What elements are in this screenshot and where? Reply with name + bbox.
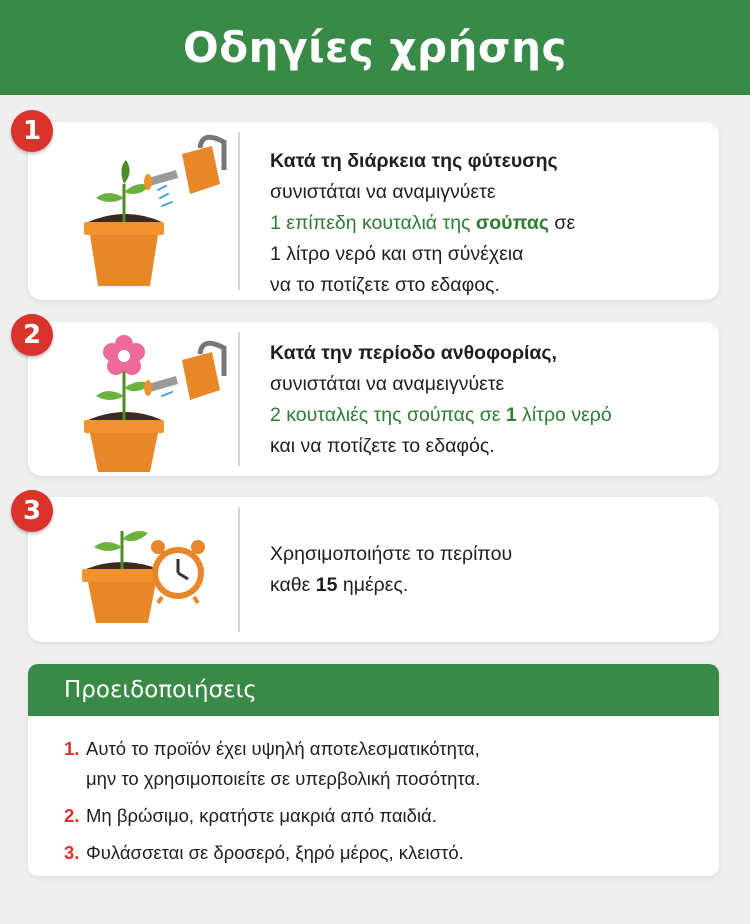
warnings-list	[28, 716, 719, 868]
step-card-2	[28, 322, 719, 476]
step-2-line-3-bold: 1	[505, 404, 517, 426]
step-1-line-4: 1 λίτρο νερό και στη σύνέχεια	[270, 243, 524, 265]
step-card-3	[28, 497, 719, 642]
warning-item	[64, 838, 719, 868]
warning-text: Φυλάσσεται σε δροσερό, ξηρό μέρος, κλειστό.	[86, 842, 464, 863]
warnings-panel	[28, 664, 719, 876]
warning-item	[64, 734, 719, 794]
step-badge-2: 2	[11, 314, 53, 356]
step-1-line-2: συνιστάται να αναμιγνύετε	[270, 181, 496, 203]
watering-can-icon	[142, 130, 228, 210]
warning-text	[86, 734, 480, 794]
warning-text-line: Αυτό το προϊόν έχει υψηλή αποτελεσματικότητα,	[86, 738, 480, 759]
step-badge-1: 1	[11, 110, 53, 152]
header-bar	[0, 0, 750, 95]
warning-item	[64, 801, 719, 831]
step-1-text	[270, 146, 575, 301]
step-2-line-3-rest: λίτρο νερό	[516, 404, 612, 426]
warnings-title: Προειδοποιήσεις	[64, 677, 257, 703]
card-divider	[238, 132, 240, 290]
step-1-line-3-rest: σε	[549, 212, 576, 234]
warning-number: 3.	[64, 842, 80, 863]
watering-can-icon	[142, 336, 228, 416]
step-2-line-4: και να ποτίζετε το εδαφός.	[270, 435, 495, 457]
step-2-line-3-green: 2 κουταλιές της σούπας σε	[270, 404, 506, 426]
step-2-line-1: Κατά την περίοδο ανθοφορίας,	[270, 342, 557, 364]
alarm-clock-icon	[148, 537, 208, 605]
warning-number: 1.	[64, 738, 80, 759]
step-3-text	[270, 539, 512, 601]
step-3-line-2-a: καθε	[270, 574, 316, 596]
step-2-text	[270, 338, 612, 462]
step-1-line-5: να το ποτίζετε στο εδαφος.	[270, 274, 500, 296]
step-badge-3: 3	[11, 490, 53, 532]
step-card-1	[28, 122, 719, 300]
step-2-line-2: συνιστάται να αναμειγνύετε	[270, 373, 505, 395]
card-divider	[238, 507, 240, 632]
warning-text-line: μην το χρησιμοποιείτε σε υπερβολική ποσότητα.	[86, 768, 481, 789]
step-1-line-3-green: 1 επίπεδη κουταλιά της	[270, 212, 476, 234]
warnings-header	[28, 664, 719, 716]
step-3-line-2-c: ημέρες.	[337, 574, 409, 596]
warning-text: Μη βρώσιμο, κρατήστε μακριά από παιδιά.	[86, 805, 437, 826]
page-title: Οδηγίες χρήσης	[183, 23, 567, 72]
step-1-line-1: Κατά τη διάρκεια της φύτευσης	[270, 150, 558, 172]
warning-number: 2.	[64, 805, 80, 826]
step-3-line-1: Χρησιμοποιήστε το περίπου	[270, 543, 513, 565]
card-divider	[238, 332, 240, 466]
step-1-line-3-bold: σούπας	[475, 212, 549, 234]
step-3-line-2-bold: 15	[315, 574, 338, 596]
